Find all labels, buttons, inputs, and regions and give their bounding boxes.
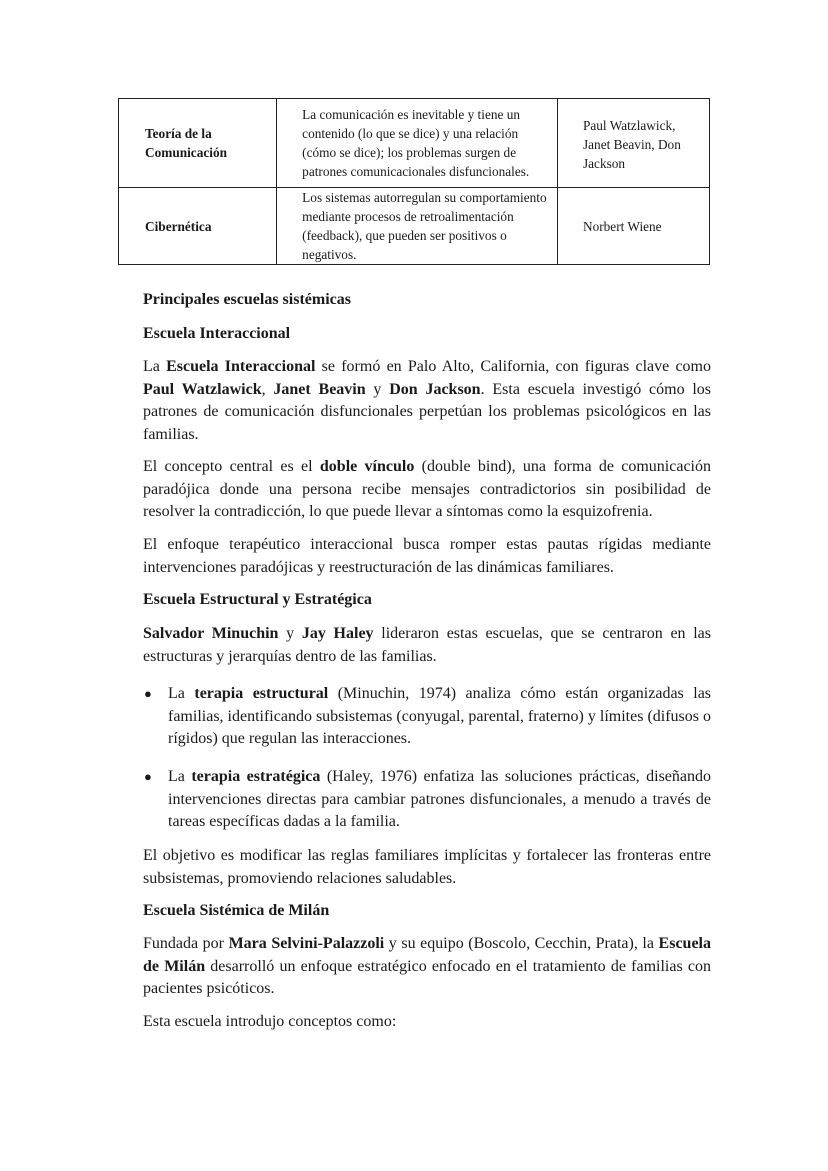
bold-run: Janet Beavin bbox=[273, 380, 366, 398]
paragraph-objetivo bbox=[143, 845, 711, 890]
heading-text: Principales escuelas sistémicas bbox=[143, 291, 351, 308]
theory-authors-cell: Paul Watzlawick, Janet Beavin, Don Jackson bbox=[557, 99, 709, 188]
table-row bbox=[119, 99, 710, 188]
text-run: (Minuchin, 1974) analiza cómo están organizadas las familias, identificando subsistemas (conyugal, parental, fraterno) y límites (difusos o rígidos) que regulan las interacciones. bbox=[168, 685, 712, 747]
text-run: Fundada por bbox=[143, 935, 229, 952]
bold-run: doble vínculo bbox=[319, 458, 415, 475]
text-run: La bbox=[168, 768, 192, 785]
bold-run: terapia estratégica bbox=[191, 768, 321, 785]
bullet-icon: ● bbox=[144, 686, 152, 701]
bold-run: Mara Selvini-Palazzoli bbox=[228, 935, 385, 952]
bold-run: Escuela de Milán bbox=[143, 935, 711, 975]
theories-table bbox=[118, 98, 710, 265]
paragraph-minuchin-haley bbox=[143, 623, 711, 668]
text-run: desarrolló un enfoque estratégico enfocado en el tratamiento de familias con pacientes psicóticos. bbox=[143, 957, 712, 997]
text-run: El concepto central es el bbox=[143, 458, 320, 475]
theory-description-cell: Los sistemas autorregulan su comportamiento mediante procesos de retroalimentación (feedback), que pueden ser positivos o negativos. bbox=[277, 188, 558, 265]
text-run: (Haley, 1976) enfatiza las soluciones prácticas, diseñando intervenciones directas para cambiar patrones disfuncionales, a menudo a través de tareas específicas dadas a la familia. bbox=[168, 768, 712, 830]
theory-name-cell: Cibernética bbox=[119, 188, 277, 265]
bullet-list bbox=[143, 766, 711, 834]
bullet-icon: ● bbox=[144, 769, 152, 784]
bullet-list bbox=[143, 683, 711, 751]
text-run: . Esta escuela investigó cómo los patrones de comunicación disfuncionales perpetúan los problemas psicológicos en las familias. bbox=[143, 380, 712, 443]
bold-run: Paul Watzlawick bbox=[143, 380, 262, 398]
theory-authors-cell: Norbert Wiene bbox=[557, 188, 709, 265]
section-heading-principales bbox=[143, 289, 711, 312]
list-item bbox=[143, 683, 711, 751]
paragraph-enfoque bbox=[143, 534, 711, 579]
theory-description-cell: La comunicación es inevitable y tiene un contenido (lo que se dice) y una relación (cómo se dice); los problemas surgen de patrones comunicacionales disfuncionales. bbox=[277, 99, 558, 188]
paragraph-conceptos bbox=[143, 1011, 711, 1034]
section-heading-estructural bbox=[143, 589, 711, 612]
paragraph-text: El enfoque terapéutico interaccional busca romper estas pautas rígidas mediante intervenciones paradójicas y reestructuración de las dinámicas familiares. bbox=[143, 536, 711, 576]
section-heading-milan bbox=[143, 900, 711, 923]
text-run: se formó en Palo Alto, California, con figuras clave como bbox=[315, 358, 712, 375]
bold-run: Jay Haley bbox=[301, 625, 374, 642]
text-run: lideraron estas escuelas, que se centraron en las estructuras y jerarquías dentro de las familias. bbox=[143, 625, 712, 665]
paragraph-milan bbox=[143, 933, 711, 1001]
text-run: y bbox=[365, 380, 390, 398]
section-heading-interaccional bbox=[143, 323, 711, 346]
paragraph-text: Esta escuela introdujo conceptos como: bbox=[143, 1013, 397, 1030]
paragraph-doble-vinculo bbox=[143, 456, 711, 524]
bold-run: Escuela Interaccional bbox=[166, 358, 316, 375]
list-item bbox=[143, 766, 711, 834]
text-run: y su equipo (Boscolo, Cecchin, Prata), la bbox=[384, 935, 659, 952]
text-run: , bbox=[261, 380, 274, 398]
paragraph-interaccional-intro bbox=[143, 356, 711, 446]
table-row bbox=[119, 188, 710, 265]
bold-run: Salvador Minuchin bbox=[143, 625, 279, 642]
heading-text: Escuela Interaccional bbox=[143, 325, 291, 342]
text-run: La bbox=[143, 358, 167, 375]
paragraph-text: El objetivo es modificar las reglas familiares implícitas y fortalecer las fronteras entre subsistemas, promoviendo relaciones saludables. bbox=[143, 847, 711, 887]
text-run: (double bind), una forma de comunicación paradójica donde una persona recibe mensajes contradictorios sin posibilidad de resolver la contradicción, lo que puede llevar a síntomas como la esquizofrenia. bbox=[143, 458, 712, 520]
text-run: y bbox=[278, 625, 302, 642]
bold-run: terapia estructural bbox=[194, 685, 329, 702]
bold-run: Don Jackson bbox=[389, 380, 481, 398]
text-run: La bbox=[168, 685, 195, 702]
heading-text: Escuela Estructural y Estratégica bbox=[143, 591, 372, 608]
theory-name-cell: Teoría de la Comunicación bbox=[119, 99, 277, 188]
heading-text: Escuela Sistémica de Milán bbox=[143, 902, 330, 919]
